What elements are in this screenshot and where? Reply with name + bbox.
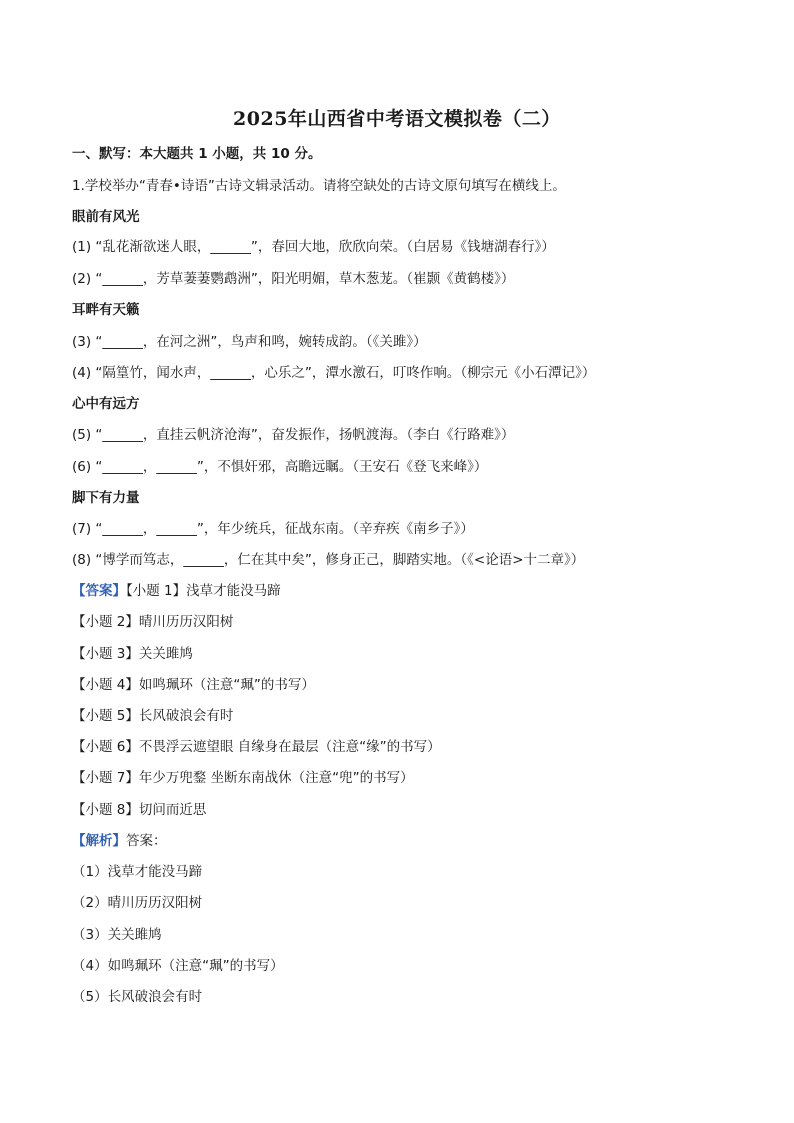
section-header: 一、默写：本大题共 1 小题，共 10 分。 [72, 146, 322, 162]
analysis-line [72, 832, 167, 850]
category-heading: 眼前有风光 [72, 209, 140, 225]
analysis-item: （5）长风破浪会有时 [72, 989, 203, 1005]
question-item: (2) “______，芳草萋萋鹦鹉洲”，阳光明媚，草木葱茏。（崔颢《黄鹤楼》） [72, 271, 515, 287]
answer-line: 【小题 8】切问而近思 [72, 802, 207, 818]
question-item: (8) “博学而笃志，______，仁在其中矣”，修身正己，脚踏实地。（《<论语>十二章》） [72, 552, 585, 568]
analysis-label: 答案： [126, 833, 167, 849]
answer-text: 【小题 1】浅草才能没马蹄 [126, 583, 281, 599]
question-item: (3) “______，在河之洲”，鸟声和鸣，婉转成韵。（《关雎》） [72, 334, 427, 350]
analysis-item: （1）浅草才能没马蹄 [72, 864, 203, 880]
question-item: (4) “隔篁竹，闻水声，______，心乐之”，潭水激石，叮咚作响。（柳宗元《小石潭记》） [72, 365, 596, 381]
page-title: 2025年山西省中考语文模拟卷（二） [233, 108, 561, 130]
answer-line: 【小题 3】关关雎鸠 [72, 646, 193, 662]
answer-line: 【小题 2】晴川历历汉阳树 [72, 614, 234, 630]
category-heading: 耳畔有天籁 [72, 302, 140, 318]
answer-line: 【小题 7】年少万兜鍪 坐断东南战休（注意“兜”的书写） [72, 770, 414, 786]
question-intro: 1.学校举办“青春•诗语”古诗文辑录活动。请将空缺处的古诗文原句填写在横线上。 [72, 178, 566, 194]
analysis-item: （2）晴川历历汉阳树 [72, 895, 203, 911]
answer-line: 【小题 4】如鸣珮环（注意“珮”的书写） [72, 677, 315, 693]
answer-line [72, 582, 281, 600]
analysis-tag: 【解析】 [72, 833, 126, 849]
answer-line: 【小题 6】不畏浮云遮望眼 自缘身在最层（注意“缘”的书写） [72, 739, 441, 755]
answer-line: 【小题 5】长风破浪会有时 [72, 708, 234, 724]
question-item: (7) “______，______”，年少统兵，征战东南。（辛弃疾《南乡子》） [72, 521, 474, 537]
category-heading: 心中有远方 [72, 396, 140, 412]
answer-tag: 【答案】 [72, 583, 126, 599]
question-item: (1) “乱花渐欲迷人眼，______”，春回大地，欣欣向荣。（白居易《钱塘湖春行》） [72, 239, 555, 255]
analysis-item: （3）关关雎鸠 [72, 927, 162, 943]
question-item: (6) “______，______”，不惧奸邪，高瞻远瞩。（王安石《登飞来峰》） [72, 459, 488, 475]
category-heading: 脚下有力量 [72, 490, 140, 506]
question-item: (5) “______，直挂云帆济沧海”，奋发振作，扬帆渡海。（李白《行路难》） [72, 427, 515, 443]
analysis-item: （4）如鸣珮环（注意“珮”的书写） [72, 958, 284, 974]
